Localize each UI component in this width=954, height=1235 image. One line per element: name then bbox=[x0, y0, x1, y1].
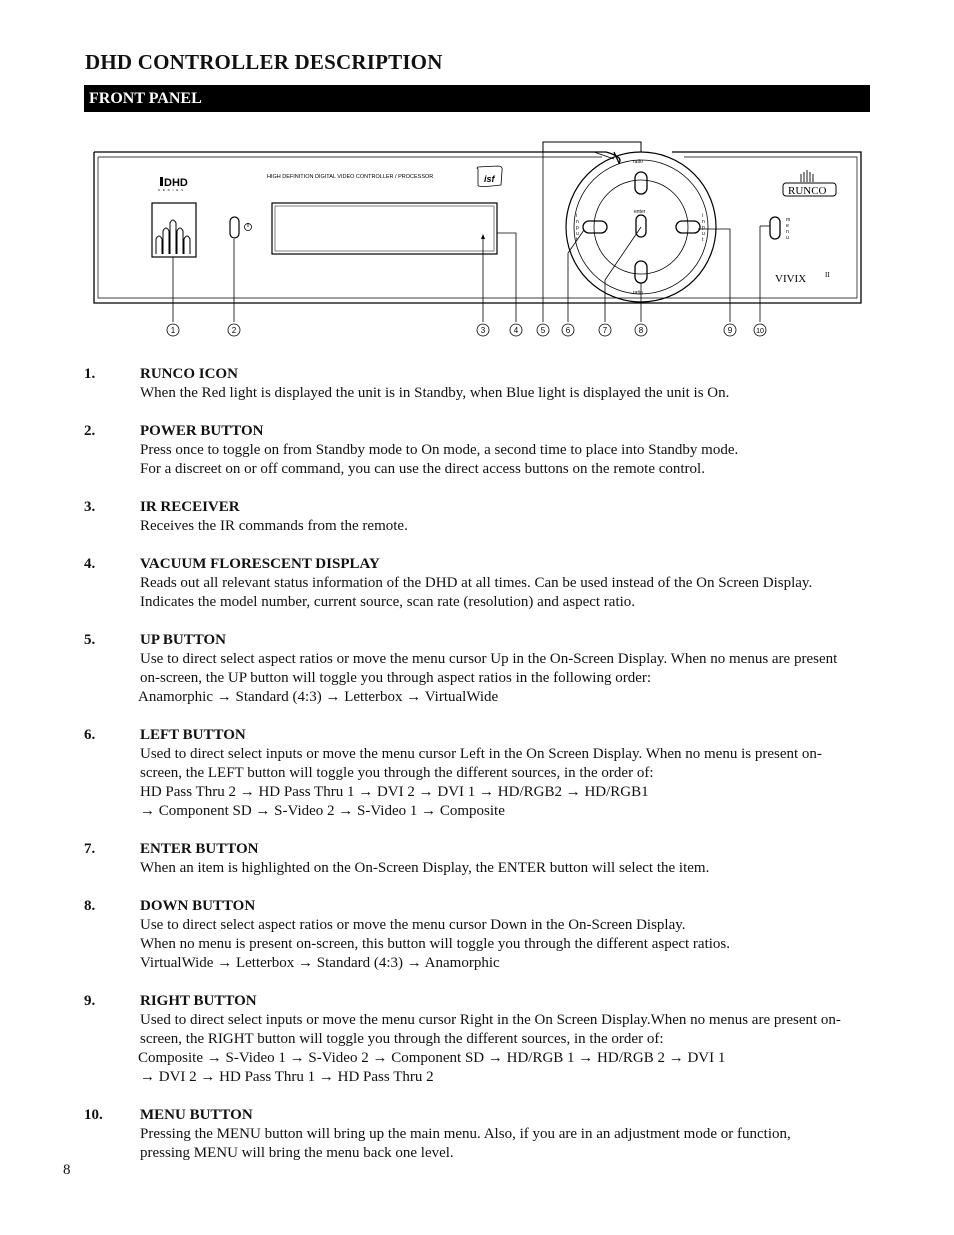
list-item bbox=[84, 897, 874, 973]
item-text: Reads out all relevant status information of the DHD at all times. Can be used instead of the On Screen Display. bbox=[140, 575, 813, 591]
item-heading: UP BUTTON bbox=[140, 632, 226, 648]
item-text: on-screen, the UP button will toggle you through aspect ratios in the following order: bbox=[140, 670, 652, 686]
svg-text:n: n bbox=[702, 219, 705, 225]
item-text: Used to direct select inputs or move the menu cursor Left in the On Screen Display. When no menu is present on- bbox=[140, 746, 822, 762]
item-heading: LEFT BUTTON bbox=[140, 727, 246, 743]
svg-text:i: i bbox=[702, 213, 704, 219]
left-button[interactable] bbox=[583, 221, 607, 233]
item-number: 7. bbox=[84, 841, 96, 857]
runco-brand-logo bbox=[783, 170, 836, 197]
isf-badge-icon bbox=[477, 166, 502, 187]
item-text: Use to direct select aspect ratios or move the menu cursor Up in the On-Screen Display. When no menus are present bbox=[140, 651, 838, 667]
svg-text:isf: isf bbox=[484, 174, 495, 184]
svg-text:i: i bbox=[576, 213, 578, 219]
item-number: 10. bbox=[84, 1107, 103, 1123]
item-text: Use to direct select aspect ratios or move the menu cursor Down in the On-Screen Display. bbox=[140, 917, 686, 933]
item-heading: RIGHT BUTTON bbox=[140, 993, 257, 1009]
item-sequence: → Component SD → S-Video 2 → S-Video 1 → Composite bbox=[140, 803, 505, 819]
item-text: Used to direct select inputs or move the menu cursor Right in the On Screen Display.When no menus are present on- bbox=[140, 1012, 841, 1028]
list-item bbox=[84, 840, 874, 878]
list-item bbox=[84, 422, 874, 479]
svg-text:u: u bbox=[702, 231, 705, 237]
item-list bbox=[84, 365, 874, 1182]
item-number: 2. bbox=[84, 423, 96, 439]
svg-text:n: n bbox=[576, 219, 579, 225]
item-heading: MENU BUTTON bbox=[140, 1107, 253, 1123]
item-number: 8. bbox=[84, 898, 96, 914]
item-heading: ENTER BUTTON bbox=[140, 841, 259, 857]
svg-text:p: p bbox=[702, 225, 705, 231]
item-text: For a discreet on or off command, you can use the direct access buttons on the remote control. bbox=[140, 461, 705, 477]
callout-5: 5 bbox=[540, 326, 546, 335]
callout-7: 7 bbox=[602, 326, 608, 335]
svg-text:t: t bbox=[702, 237, 704, 243]
item-text: When no menu is present on-screen, this button will toggle you through the different aspect ratios. bbox=[140, 936, 731, 952]
item-number: 1. bbox=[84, 366, 96, 382]
list-item bbox=[84, 1106, 874, 1163]
callout-6: 6 bbox=[565, 326, 571, 335]
ratio-label-top: ratio bbox=[633, 159, 643, 165]
item-number: 5. bbox=[84, 632, 96, 648]
runco-icon bbox=[152, 203, 196, 257]
item-text: Receives the IR commands from the remote. bbox=[140, 518, 408, 534]
item-heading: DOWN BUTTON bbox=[140, 898, 256, 914]
device-title: HIGH DEFINITION DIGITAL VIDEO CONTROLLER / PROCESSOR bbox=[267, 174, 434, 180]
enter-label: enter bbox=[634, 209, 646, 215]
svg-text:t: t bbox=[576, 237, 578, 243]
item-number: 9. bbox=[84, 993, 96, 1009]
item-text: Pressing the MENU button will bring up the main menu. Also, if you are in an adjustment mode or function, bbox=[140, 1126, 791, 1142]
callout-3: 3 bbox=[480, 326, 486, 335]
list-item bbox=[84, 726, 874, 821]
item-sequence: Composite → S-Video 1 → S-Video 2 → Component SD → HD/RGB 1 → HD/RGB 2 → DVI 1 bbox=[138, 1050, 726, 1066]
item-text: Press once to toggle on from Standby mode to On mode, a second time to place into Standby mode. bbox=[140, 442, 739, 458]
list-item bbox=[84, 498, 874, 536]
runco-brand-text: RUNCO bbox=[788, 185, 827, 197]
item-number: 6. bbox=[84, 727, 96, 743]
item-heading: RUNCO ICON bbox=[140, 366, 238, 382]
svg-text:m: m bbox=[786, 217, 791, 223]
callout-2: 2 bbox=[231, 326, 237, 335]
item-sequence: Anamorphic → Standard (4:3) → Letterbox → VirtualWide bbox=[138, 689, 499, 705]
power-button[interactable] bbox=[230, 217, 252, 238]
item-text: Indicates the model number, current source, scan rate (resolution) and aspect ratio. bbox=[140, 594, 636, 610]
svg-text:n: n bbox=[786, 229, 789, 235]
list-item bbox=[84, 365, 874, 403]
item-sequence: HD Pass Thru 2 → HD Pass Thru 1 → DVI 2 → DVI 1 → HD/RGB2 → HD/RGB1 bbox=[140, 784, 649, 800]
dhd-logo bbox=[158, 177, 188, 192]
item-text: When the Red light is displayed the unit is in Standby, when Blue light is displayed the unit is On. bbox=[140, 385, 730, 401]
svg-text:e: e bbox=[786, 223, 789, 229]
callout-10: 10 bbox=[756, 328, 764, 335]
section-header-front-panel: FRONT PANEL bbox=[84, 85, 870, 112]
vivix-text: VIVIX bbox=[775, 273, 807, 285]
item-text: When an item is highlighted on the On-Screen Display, the ENTER button will select the item. bbox=[140, 860, 710, 876]
item-heading: IR RECEIVER bbox=[140, 499, 240, 515]
dhd-logo-text: DHD bbox=[164, 177, 188, 189]
item-sequence: → DVI 2 → HD Pass Thru 1 → HD Pass Thru 2 bbox=[140, 1069, 434, 1085]
svg-text:u: u bbox=[786, 235, 789, 241]
item-number: 4. bbox=[84, 556, 96, 572]
menu-label bbox=[786, 217, 790, 241]
item-heading: POWER BUTTON bbox=[140, 423, 264, 439]
enter-button[interactable] bbox=[636, 215, 646, 237]
vacuum-florescent-display bbox=[272, 203, 497, 254]
list-item bbox=[84, 555, 874, 612]
menu-button[interactable] bbox=[770, 217, 780, 239]
down-button[interactable] bbox=[635, 261, 647, 283]
callout-8: 8 bbox=[638, 326, 644, 335]
page-title: DHD CONTROLLER DESCRIPTION bbox=[85, 50, 443, 74]
list-item bbox=[84, 992, 874, 1087]
vivix-logo bbox=[775, 271, 830, 285]
ratio-label-bottom: ratio bbox=[633, 290, 643, 296]
item-heading: VACUUM FLORESCENT DISPLAY bbox=[140, 556, 380, 572]
dhd-logo-sub: S E R I E S bbox=[158, 188, 185, 192]
front-panel-diagram bbox=[84, 135, 870, 345]
item-number: 3. bbox=[84, 499, 96, 515]
svg-text:p: p bbox=[576, 225, 579, 231]
item-text: screen, the RIGHT button will toggle you through the different sources, in the order of: bbox=[140, 1031, 664, 1047]
list-item bbox=[84, 631, 874, 707]
item-text: screen, the LEFT button will toggle you through the different sources, in the order of: bbox=[140, 765, 654, 781]
page-number: 8 bbox=[63, 1162, 71, 1178]
vivix-sup: II bbox=[825, 271, 830, 279]
callout-4: 4 bbox=[513, 326, 519, 335]
item-sequence: VirtualWide → Letterbox → Standard (4:3) → Anamorphic bbox=[140, 955, 500, 971]
item-text: pressing MENU will bring the menu back one level. bbox=[140, 1145, 454, 1161]
up-button[interactable] bbox=[635, 172, 647, 194]
callout-1: 1 bbox=[170, 326, 176, 335]
callout-9: 9 bbox=[727, 326, 733, 335]
svg-text:u: u bbox=[576, 231, 579, 237]
